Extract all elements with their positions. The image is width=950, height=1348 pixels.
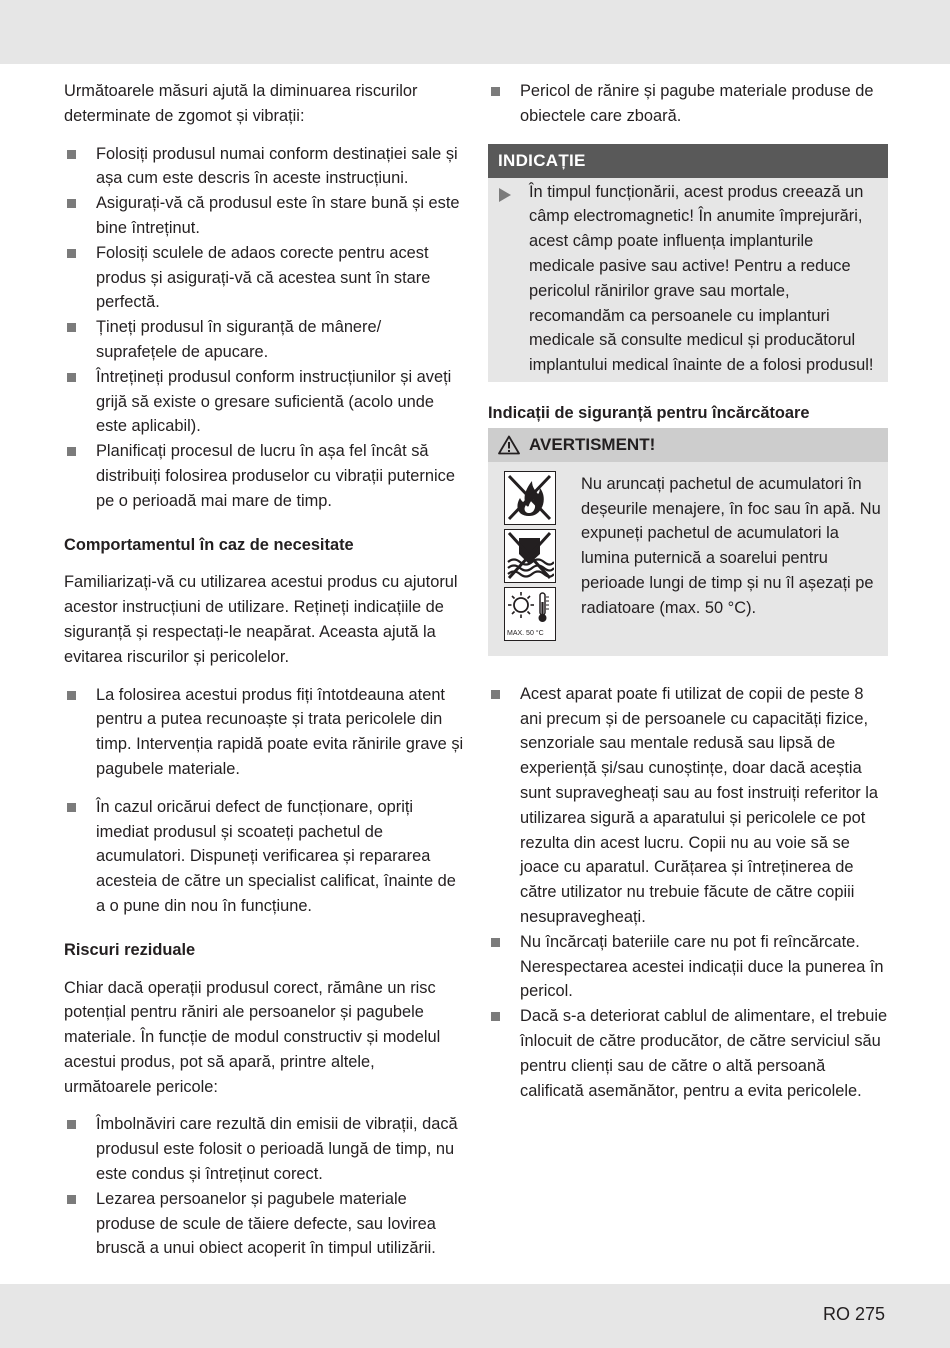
right-column bbox=[488, 79, 888, 1103]
bullet-square-icon bbox=[67, 1120, 76, 1129]
list-item: Folosiți produsul numai conform destinației sale și așa cum este descris în aceste instrucțiuni. bbox=[64, 142, 464, 192]
charger-heading: Indicații de siguranță pentru încărcătoare bbox=[488, 403, 810, 422]
emergency-list bbox=[64, 683, 464, 919]
list-item: La folosirea acestui produs fiți întotdeauna atent pentru a putea recunoaște și trata pericolele din timp. Intervenția rapidă poate evita rănirile grave și pagubele materiale. bbox=[64, 683, 464, 782]
list-item: Folosiți sculele de adaos corecte pentru acest produs și asigurați-vă că acestea sunt în stare perfectă. bbox=[64, 241, 464, 315]
note-box bbox=[488, 144, 888, 382]
triangle-pointer-icon bbox=[499, 188, 511, 202]
bullet-square-icon bbox=[67, 691, 76, 700]
bullet-square-icon bbox=[67, 323, 76, 332]
warning-body bbox=[488, 462, 888, 656]
list-item: Lezarea persoanelor și pagubele materiale produse de scule de tăiere defecte, sau lovirea bruscă a unui obiect acoperit în timpul utilizării. bbox=[64, 1187, 464, 1261]
max-temperature-label: MAX. 50 °C bbox=[507, 629, 544, 637]
list-item: Asigurați-vă că produsul este în stare bună și este bine întreținut. bbox=[64, 191, 464, 241]
residual-paragraph: Chiar dacă operații produsul corect, rămâne un risc potențial pentru răniri ale persoanelor și pagubele materiale. În funcție de modul constructiv și modelul acestui produs, pot să apară, printre altele, următoarele pericole: bbox=[64, 978, 441, 1096]
warning-text: Nu aruncați pachetul de acumulatori în deșeurile menajere, în foc sau în apă. Nu expuneți pachetul de acumulatori la lumina puternică a soarelui pentru perioade lungi de timp și nu îl așezați pe radiatoare (max. 50 °C). bbox=[581, 474, 881, 617]
footer-band bbox=[0, 1284, 950, 1348]
list-item: Dacă s-a deteriorat cablul de alimentare, el trebuie înlocuit de către producător, de către serviciul său pentru clienți sau de către o altă persoană calificată asemănător, pentru a evita pericolele. bbox=[488, 1004, 888, 1103]
list-item: În cazul oricărui defect de funcționare, opriți imediat produsul și scoateți pachetul de acumulatori. Dispuneți verificarea și repararea acesteia de către un specialist calificat, înainte de a o pune din nou în funcțiune. bbox=[64, 795, 464, 919]
warning-header bbox=[488, 428, 888, 462]
bullet-square-icon bbox=[67, 249, 76, 258]
emergency-paragraph: Familiarizați-vă cu utilizarea acestui produs cu ajutorul acestor instrucțiuni de utilizare. Rețineți indicațiile de siguranță și respectați-le neapărat. Aceasta ajută la evitarea riscurilor și pericolelor. bbox=[64, 573, 458, 666]
header-band bbox=[0, 0, 950, 64]
warning-box bbox=[488, 428, 888, 656]
left-column bbox=[64, 79, 464, 1261]
bullet-square-icon bbox=[67, 373, 76, 382]
bullet-square-icon bbox=[67, 447, 76, 456]
charger-list bbox=[488, 682, 888, 1104]
bullet-square-icon bbox=[491, 690, 500, 699]
bullet-square-icon bbox=[67, 150, 76, 159]
bullet-square-icon bbox=[491, 87, 500, 96]
note-text: În timpul funcționării, acest produs creează un câmp electromagnetic! În anumite împrejurări, acest câmp poate influența implanturile medicale pasive sau active! Pentru a reduce pericolul rănirilor grave sau mortale, recomandăm ca persoanele cu implanturi medicale să consulte medicul și producătorul implantului medical înainte de a folosi produsul! bbox=[529, 182, 874, 375]
max-temperature-icon bbox=[504, 587, 556, 641]
list-item: Planificați procesul de lucru în așa fel încât să distribuiți folosirea produselor cu vibrații puternice pe o perioadă mai mare de timp. bbox=[64, 439, 464, 513]
measures-list bbox=[64, 142, 464, 514]
warning-triangle-icon bbox=[498, 435, 520, 455]
list-item: Țineți produsul în siguranță de mânere/ suprafețele de apucare. bbox=[64, 315, 464, 365]
bullet-square-icon bbox=[491, 1012, 500, 1021]
emergency-heading: Comportamentul în caz de necesitate bbox=[64, 535, 354, 554]
top-list bbox=[488, 79, 888, 129]
note-body bbox=[488, 178, 888, 382]
residual-list bbox=[64, 1112, 464, 1261]
page-number: RO 275 bbox=[822, 1304, 885, 1324]
bullet-square-icon bbox=[67, 1195, 76, 1204]
bullet-square-icon bbox=[67, 803, 76, 812]
bullet-square-icon bbox=[67, 199, 76, 208]
warning-title: AVERTISMENT! bbox=[529, 434, 656, 454]
list-item: Îmbolnăviri care rezultă din emisii de vibrații, dacă produsul este folosit o perioadă lungă de timp, nu este condus și întreținut corect. bbox=[64, 1112, 464, 1186]
list-item: Acest aparat poate fi utilizat de copii de peste 8 ani precum și de persoanele cu capacități fizice, senzoriale sau mentale redusă sau lipsă de experiență și/sau cunoștințe, doar dacă aceștia sunt supravegheați sau au fost instruiți referitor la utilizarea sigură a aparatului și pericolele ce pot rezulta din acest lucru. Copii nu au voie să se joace cu aparatul. Curățarea și întreținerea de către utilizator nu trebuie făcute de către copiii nesupravegheați. bbox=[488, 682, 888, 930]
intro-paragraph: Următoarele măsuri ajută la diminuarea riscurilor determinate de zgomot și vibrații: bbox=[64, 82, 418, 125]
residual-heading: Riscuri reziduale bbox=[64, 940, 196, 959]
list-item: Nu încărcați bateriile care nu pot fi reîncărcate. Nerespectarea acestei indicații duce la punerea în pericol. bbox=[488, 930, 888, 1004]
no-water-icon bbox=[504, 529, 556, 583]
list-item: Întrețineți produsul conform instrucțiunilor și aveți grijă să existe o gresare suficientă (acolo unde este aplicabil). bbox=[64, 365, 464, 439]
no-fire-icon bbox=[504, 471, 556, 525]
note-title: INDICAȚIE bbox=[488, 144, 888, 178]
bullet-square-icon bbox=[491, 938, 500, 947]
warning-pictograms bbox=[504, 471, 556, 645]
list-item: Pericol de rănire și pagube materiale produse de obiectele care zboară. bbox=[488, 79, 888, 129]
